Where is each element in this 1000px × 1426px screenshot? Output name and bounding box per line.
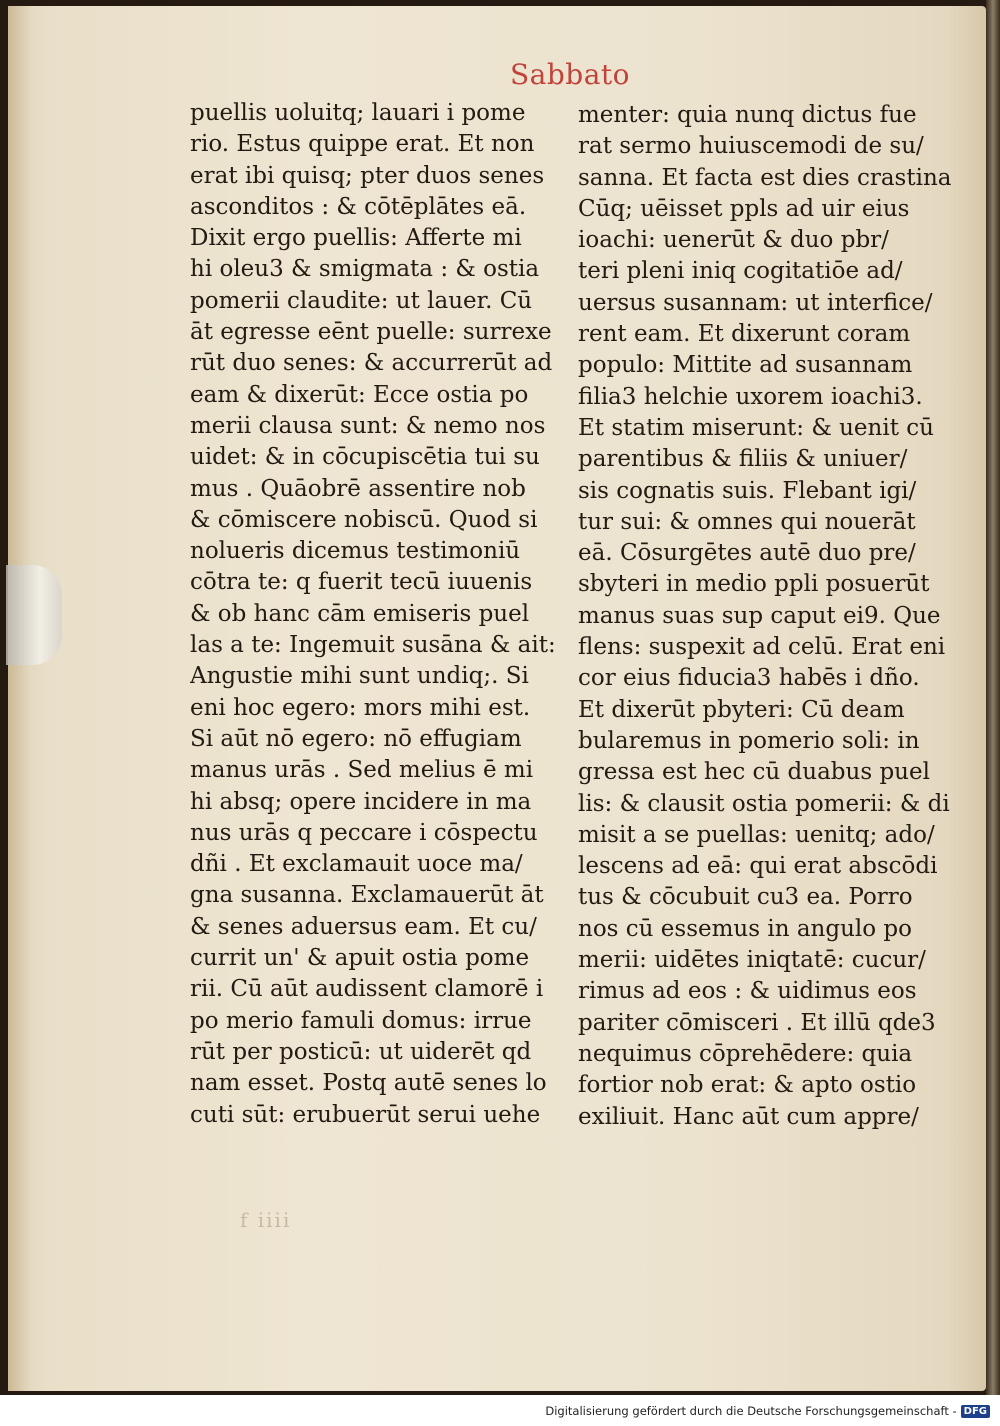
text-line: rio. Estus quippe erat. Et non xyxy=(190,131,535,158)
text-line: nos cū essemus in angulo po xyxy=(578,915,912,942)
credit-text: Digitalisierung gefördert durch die Deutsche Forschungsgemeinschaft - xyxy=(545,1404,957,1418)
text-line: cōtra te: q fuerit tecū iuuenis xyxy=(190,569,533,596)
text-line: puellis uoluitq; lauari i pome xyxy=(190,100,526,126)
running-head-rubric: Sabbato xyxy=(510,58,631,91)
text-line: mus . Quāobrē assentire nob xyxy=(190,475,526,502)
text-line: bularemus in pomerio soli: in xyxy=(578,727,920,754)
text-line: merii clausa sunt: & nemo nos xyxy=(190,412,546,439)
text-line: rūt per posticū: ut uiderēt qd xyxy=(190,1038,532,1065)
text-line: eni hoc egero: mors mihi est. xyxy=(190,694,531,721)
text-line: & cōmiscere nobiscū. Quod si xyxy=(190,506,538,533)
text-line: nequimus cōprehēdere: quia xyxy=(578,1040,913,1067)
page-gutter xyxy=(8,6,30,1391)
adjacent-page-edge xyxy=(986,0,1000,1395)
text-line: lescens ad eā: qui erat abscōdi xyxy=(578,853,938,880)
text-line: teri pleni iniq cogitatiōe ad/ xyxy=(578,258,903,285)
text-line: & ob hanc cām emiseris puel xyxy=(190,600,530,627)
text-line: rimus ad eos : & uidimus eos xyxy=(578,978,917,1005)
text-line: rūt duo senes: & accurrerūt ad xyxy=(190,350,553,377)
text-line: sanna. Et facta est dies crastina xyxy=(578,164,952,191)
text-line: parentibus & filiis & uniuer/ xyxy=(578,446,908,473)
text-line: merii: uidētes iniqtatē: cucur/ xyxy=(578,947,926,974)
text-line: tur sui: & omnes qui nouerāt xyxy=(578,508,916,535)
text-line: eam & dixerūt: Ecce ostia po xyxy=(190,381,529,408)
text-line: sbyteri in medio ppli posuerūt xyxy=(578,571,930,598)
text-line: ioachi: uenerūt & duo pbr/ xyxy=(578,227,889,254)
page-clip xyxy=(6,565,62,665)
signature-mark: f iiii xyxy=(240,1208,292,1232)
text-line: cuti sūt: erubuerūt serui uehe xyxy=(190,1101,541,1128)
text-line: uidet: & in cōcupiscētia tui su xyxy=(190,444,540,471)
right-text-column xyxy=(578,100,958,1133)
text-line: erat ibi quisq; pter duos senes xyxy=(190,162,545,189)
dfg-logo: DFG xyxy=(961,1405,990,1418)
text-line: gna susanna. Exclamauerūt āt xyxy=(190,882,544,909)
text-line: Si aūt nō egero: nō effugiam xyxy=(190,725,522,752)
digitization-credit xyxy=(545,1404,990,1418)
left-text-column xyxy=(190,98,570,1131)
text-line: currit un' & apuit ostia pome xyxy=(190,945,530,972)
text-line: eā. Cōsurgētes autē duo pre/ xyxy=(578,540,916,567)
text-line: las a te: Ingemuit susāna & ait: xyxy=(190,632,556,659)
text-line: exiliuit. Hanc aūt cum appre/ xyxy=(578,1103,919,1130)
text-line: pomerii claudite: ut lauer. Cū xyxy=(190,287,533,314)
text-line: uersus susannam: ut interfice/ xyxy=(578,289,933,316)
text-line: gressa est hec cū duabus puel xyxy=(578,759,930,786)
text-line: cor eius fiducia3 habēs i dño. xyxy=(578,665,920,692)
text-line: manus urās . Sed melius ē mi xyxy=(190,757,534,784)
text-line: filia3 helchie uxorem ioachi3. xyxy=(578,383,923,410)
text-line: fortior nob erat: & apto ostio xyxy=(578,1072,917,1099)
text-line: menter: quia nunq dictus fue xyxy=(578,102,917,128)
text-line: Dixit ergo puellis: Afferte mi xyxy=(190,225,522,252)
text-line: manus suas sup caput ei9. Que xyxy=(578,602,941,629)
text-line: āt egresse eēnt puelle: surrexe xyxy=(190,319,552,346)
text-line: rent eam. Et dixerunt coram xyxy=(578,321,911,348)
text-line: Cūq; uēisset ppls ad uir eius xyxy=(578,195,910,222)
text-line: rat sermo huiuscemodi de su/ xyxy=(578,133,924,160)
text-line: hi oleu3 & smigmata : & ostia xyxy=(190,256,540,283)
text-line: sis cognatis suis. Flebant igi/ xyxy=(578,477,917,504)
text-line: Angustie mihi sunt undiq;. Si xyxy=(190,663,529,690)
text-line: Et dixerūt pbyteri: Cū deam xyxy=(578,696,905,723)
text-line: nolueris dicemus testimoniū xyxy=(190,538,521,565)
text-line: tus & cōcubuit cu3 ea. Porro xyxy=(578,884,913,911)
text-line: dñi . Et exclamauit uoce ma/ xyxy=(190,851,523,878)
text-line: populo: Mittite ad susannam xyxy=(578,352,913,379)
text-line: misit a se puellas: uenitq; ado/ xyxy=(578,821,935,848)
text-line: rii. Cū aūt audissent clamorē i xyxy=(190,976,544,1003)
text-line: & senes aduersus eam. Et cu/ xyxy=(190,913,537,940)
text-line: nus urās q peccare i cōspectu xyxy=(190,819,538,846)
text-line: asconditos : & cōtēplātes eā. xyxy=(190,193,527,220)
text-line: po merio famuli domus: irrue xyxy=(190,1007,532,1034)
text-line: lis: & clausit ostia pomerii: & di xyxy=(578,790,950,817)
text-line: flens: suspexit ad celū. Erat eni xyxy=(578,634,946,661)
text-line: hi absq; opere incidere in ma xyxy=(190,788,532,815)
text-line: Et statim miserunt: & uenit cū xyxy=(578,414,934,441)
text-line: nam esset. Postq autē senes lo xyxy=(190,1070,547,1097)
text-line: pariter cōmisceri . Et illū qde3 xyxy=(578,1009,936,1036)
